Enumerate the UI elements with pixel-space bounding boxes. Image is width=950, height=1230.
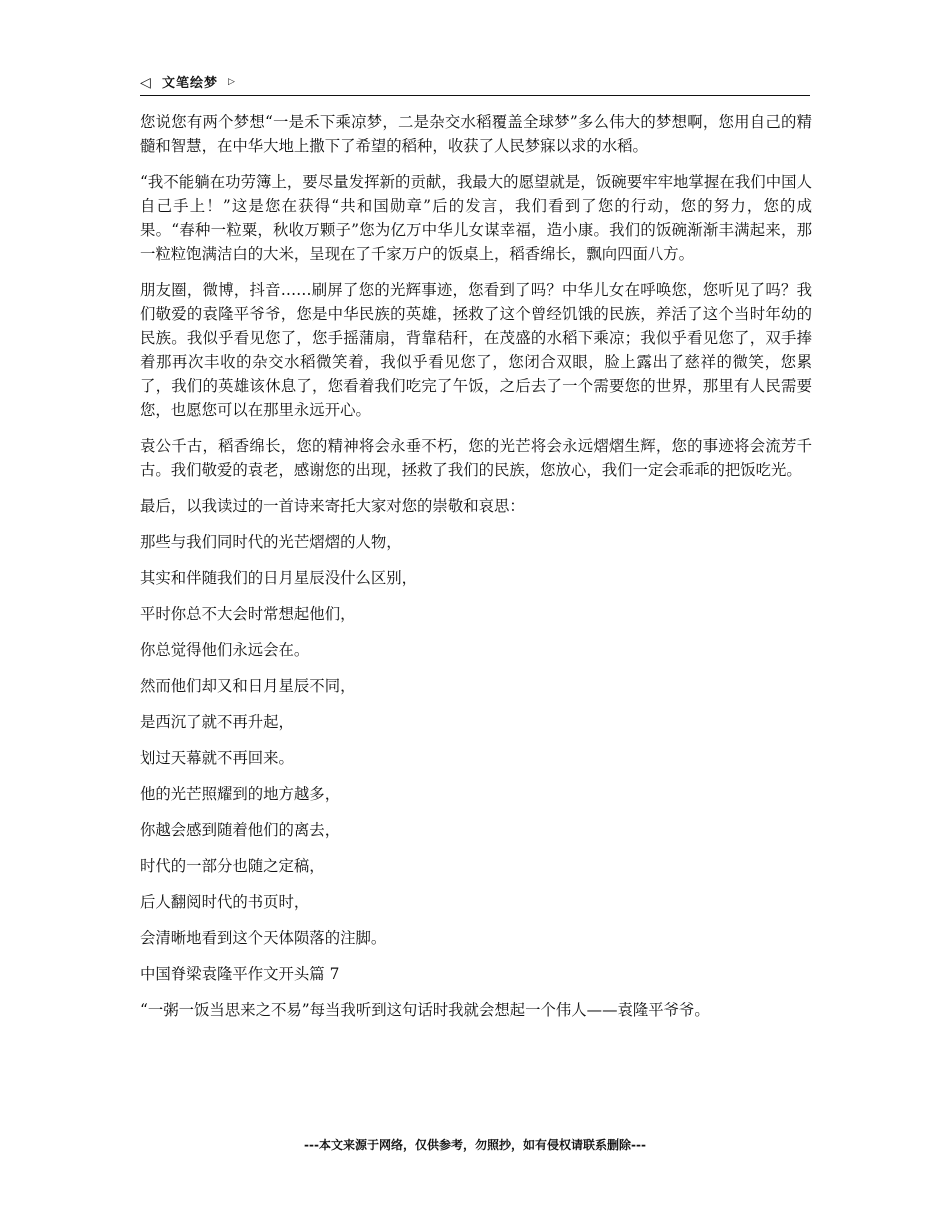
poem-line: 他的光芒照耀到的地方越多， [140,785,341,803]
article-body [140,110,812,1034]
header-rule [140,95,810,96]
poem-line: 你越会感到随着他们的离去， [140,821,341,839]
page-header [140,72,810,96]
brand-name: 文笔绘梦 [162,76,219,91]
text-line: 最后，以我读过的一首诗来寄托大家对您的崇敬和哀思： [140,497,525,515]
poem-line: 会清晰地看到这个天体陨落的注脚。 [140,929,387,947]
triangle-right-icon: ▷ [228,77,235,87]
footer-notice: ---本文来源于网络，仅供参考，勿照抄，如有侵权请联系删除--- [304,1138,646,1152]
paragraph: “我不能躺在功劳簿上，要尽量发挥新的贡献，我最大的愿望就是，饭碗要牢牢地掌握在我们中国人自己手上！”这是您在获得“共和国勋章”后的发言，我们看到了您的行动，您的努力，您的成果。“春种一粒粟，秋收万颗子”您为亿万中华儿女谋幸福，造小康。我们的饭碗渐渐丰满起来，那一粒粒饱满洁白的大米，呈现在了千家万户的饭桌上，稻香绵长，飘向四面八方。 [140,173,812,263]
poem-line: 那些与我们同时代的光芒熠熠的人物， [140,533,402,551]
poem-line: 划过天幕就不再回来。 [140,749,294,767]
paragraph: 袁公千古，稻香绵长，您的精神将会永垂不朽，您的光芒将会永远熠熠生辉，您的事迹将会流芳千古。我们敬爱的袁老，感谢您的出现，拯救了我们的民族，您放心，我们一定会乖乖的把饭吃光。 [140,437,812,479]
poem-line: 后人翻阅时代的书页时， [140,893,310,911]
poem-line: 然而他们却又和日月星辰不同， [140,677,356,695]
poem-line: 时代的一部分也随之定稿， [140,857,325,875]
section-title: 中国脊梁袁隆平作文开头篇 7 [140,965,340,983]
text-line: “一粥一饭当思来之不易”每当我听到这句话时我就会想起一个伟人——袁隆平爷爷。 [140,1001,710,1019]
poem-line: 平时你总不大会时常想起他们， [140,605,356,623]
poem-line: 是西沉了就不再升起， [140,713,294,731]
poem-line: 你总觉得他们永远会在。 [140,641,310,659]
paragraph: 您说您有两个梦想“一是禾下乘凉梦，二是杂交水稻覆盖全球梦”多么伟大的梦想啊，您用自己的精髓和智慧，在中华大地上撒下了希望的稻种，收获了人民梦寐以求的水稻。 [140,113,812,155]
poem-line: 其实和伴随我们的日月星辰没什么区别， [140,569,418,587]
triangle-left-icon: ◁ [140,75,151,91]
paragraph: 朋友圈，微博，抖音……刷屏了您的光辉事迹，您看到了吗？中华儿女在呼唤您，您听见了吗？我们敬爱的袁隆平爷爷，您是中华民族的英雄，拯救了这个曾经饥饿的民族，养活了这个当时年幼的民族。我似乎看见您了，您手摇蒲扇，背靠秸秆，在茂盛的水稻下乘凉；我似乎看见您了，双手捧着那再次丰收的杂交水稻微笑着，我似乎看见您了，您闭合双眼，脸上露出了慈祥的微笑，您累了，我们的英雄该休息了，您看着我们吃完了午饭，之后去了一个需要您的世界，那里有人民需要您，也愿您可以在那里永远开心。 [140,281,812,419]
